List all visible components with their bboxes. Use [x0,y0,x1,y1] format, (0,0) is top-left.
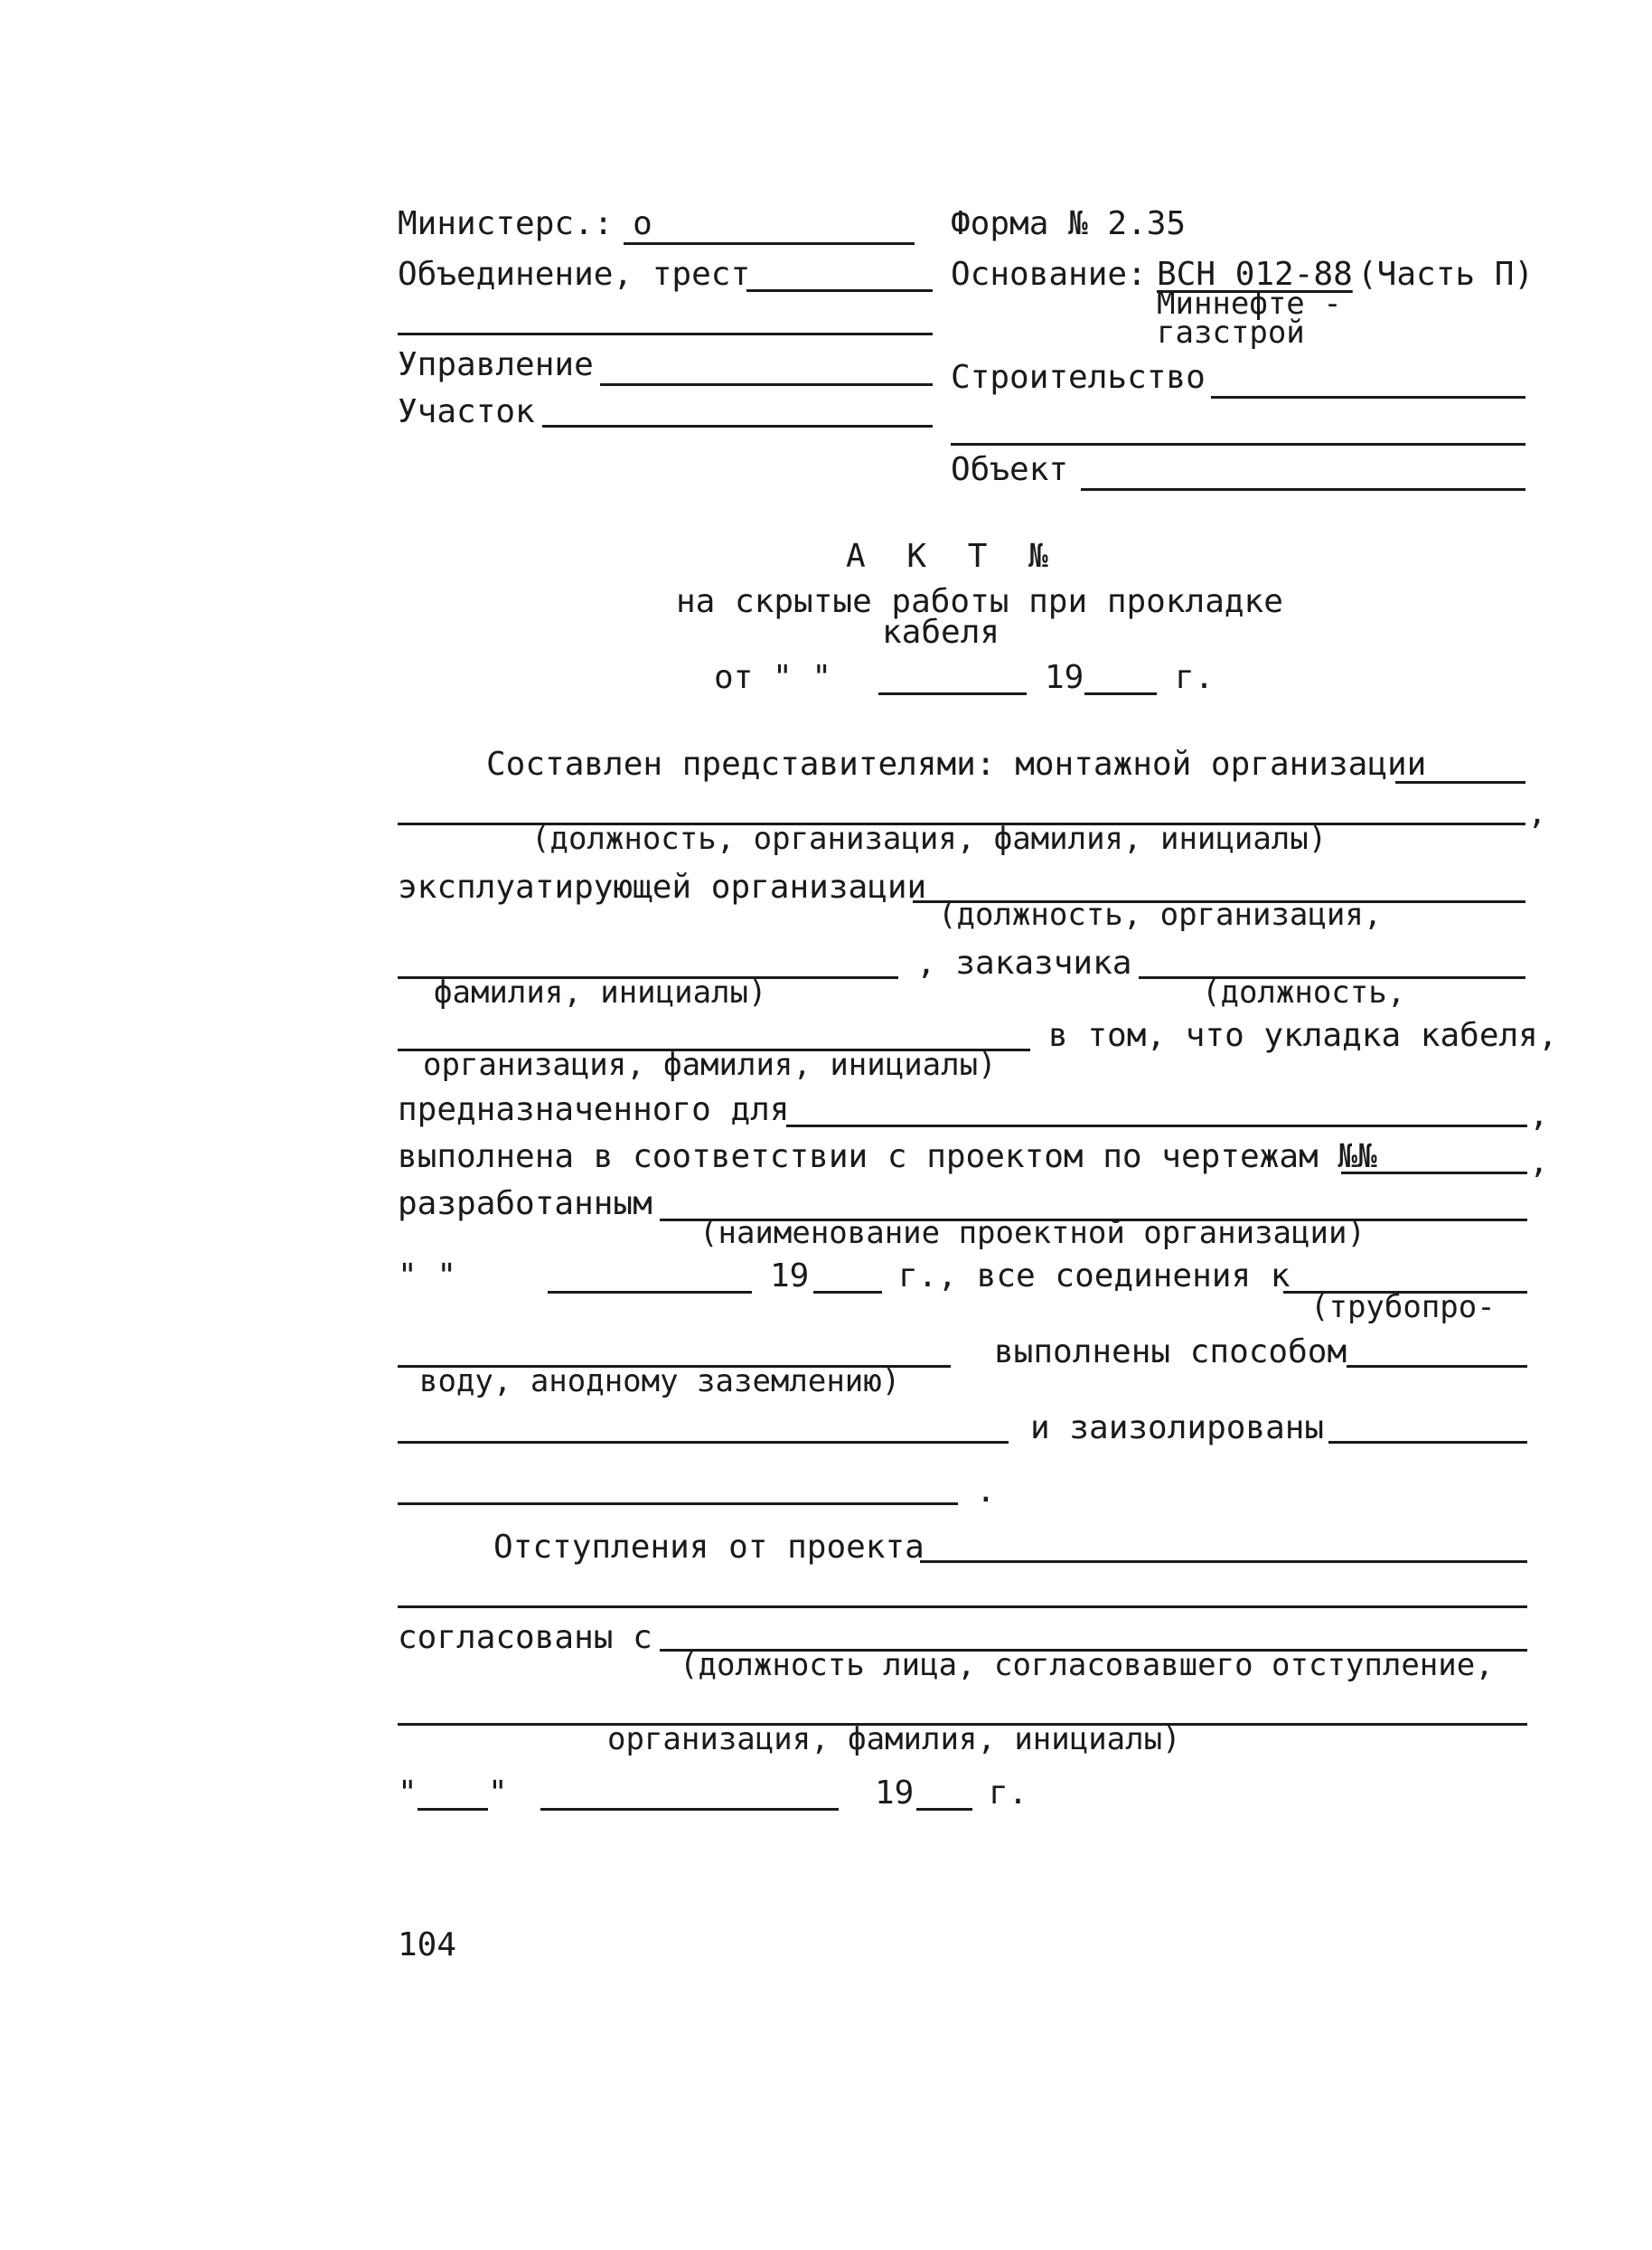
association-field-line2[interactable] [398,333,933,335]
act-date-prefix: от " " [714,659,832,696]
comma-2: , [1529,1097,1549,1134]
deviations-field-line2[interactable] [398,1605,1527,1608]
comma-1: , [1527,795,1547,832]
deviations-label: Отступления от проекта [493,1529,925,1566]
hint-design-org: (наименование проектной организации) [699,1215,1366,1251]
management-field[interactable] [600,383,933,386]
object-label: Объект [951,451,1069,488]
section-field[interactable] [542,425,933,428]
comma-3: , [1529,1144,1549,1181]
developed-by-label: разработанным [398,1185,652,1222]
performed-per-project-text: выполнена в соответствии с проектом по чертежам №№ [398,1138,1377,1175]
act-subtitle-line1: на скрытые работы при прокладке [676,583,1283,620]
page-number: 104 [398,1926,457,1963]
ministry-field[interactable] [624,242,915,245]
date-quotes: " " [398,1257,457,1294]
drawings-field[interactable] [1341,1172,1527,1174]
construction-field[interactable] [1211,396,1525,399]
period: . [976,1473,996,1510]
ministry-label: Министерс.: о [398,205,652,242]
deviation-date-day-field[interactable] [418,1808,488,1811]
basis-document: ВСН 012-88 [1157,256,1353,293]
composed-by-text: Составлен представителями: монтажной организации [486,746,1427,783]
association-field[interactable] [746,289,933,292]
hint-position: (должность, [1202,974,1406,1011]
deviations-field[interactable] [920,1560,1527,1563]
hint-name-initials: фамилия, инициалы) [434,974,767,1011]
connections-text: г., все соединения к [898,1257,1291,1294]
installation-org-field[interactable] [1395,781,1525,784]
object-field[interactable] [1081,488,1525,491]
basis-org-line2: газстрой [1157,315,1305,351]
deviation-date-month-field[interactable] [540,1808,839,1811]
deviation-year-suffix: г. [989,1775,1028,1812]
performed-method-label: выполнены способом [994,1333,1347,1370]
hint-org-name-1: организация, фамилия, инициалы) [423,1047,997,1083]
insulation-field[interactable] [1328,1441,1527,1444]
insulation-field-line2[interactable] [398,1502,958,1505]
agreed-with-label: согласованы с [398,1619,652,1656]
insulated-label: и заизолированы [1030,1409,1325,1446]
method-field-line2[interactable] [398,1441,1009,1444]
intended-for-field[interactable] [786,1125,1527,1127]
hint-position-org-name: (должность, организация, фамилия, инициалы) [531,821,1328,857]
date-day-field[interactable] [548,1291,752,1294]
date-quote-close: " [488,1775,508,1812]
construction-label: Строительство [951,359,1206,396]
customer-label: , заказчика [916,945,1132,982]
deviation-year-field[interactable] [916,1808,972,1811]
intended-for-label: предназначенного для [398,1091,790,1128]
cable-laying-text: в том, что укладка кабеля, [1048,1017,1558,1054]
hint-pipeline-2: воду, анодному заземлению) [419,1363,901,1399]
hint-person: (должность лица, согласовавшего отступление, [680,1647,1494,1683]
deviation-year-prefix: 19 [875,1775,915,1812]
form-number: Форма № 2.35 [951,205,1187,242]
basis-label: Основание: [951,256,1147,293]
section-label: Участок [398,393,535,430]
act-year-suffix: г. [1175,659,1215,696]
method-field[interactable] [1347,1365,1527,1368]
hint-org-name-2: организация, фамилия, инициалы) [607,1721,1181,1757]
management-label: Управление [398,346,594,383]
basis-org-line1: Миннефте - [1157,286,1342,322]
date-quote-open: " [398,1775,418,1812]
basis-part: (Часть П) [1357,256,1535,293]
act-date-month-field[interactable] [878,692,1027,695]
act-title: А К Т № [846,538,1059,575]
act-subtitle-line2: кабеля [882,614,1000,651]
hint-pipeline-1: (трубопро- [1310,1289,1496,1325]
act-year-prefix: 19 [1045,659,1084,696]
association-label: Объединение, трест [398,256,751,293]
date-year-field[interactable] [813,1291,882,1294]
hint-position-org: (должность, организация, [938,897,1383,933]
act-year-field[interactable] [1084,692,1157,695]
construction-field-line2[interactable] [951,443,1525,446]
operating-org-label: эксплуатирующей организации [398,869,927,906]
date-year-prefix: 19 [770,1257,810,1294]
